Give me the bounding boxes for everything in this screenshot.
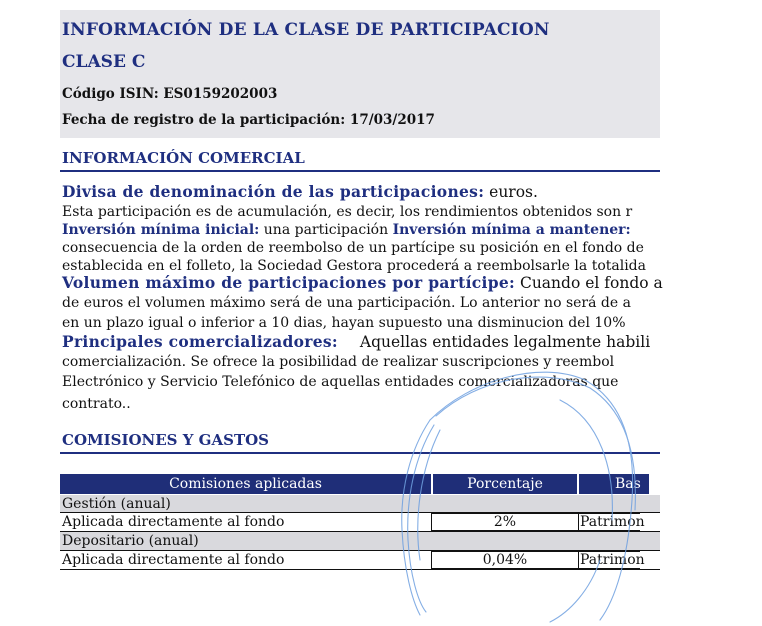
column-header-percent: Porcentaje bbox=[433, 474, 577, 494]
currency-label: Divisa de denominación de las participaciones: bbox=[62, 182, 485, 201]
table-row-item: Aplicada directamente al fondo bbox=[62, 552, 285, 568]
max-volume-value: Cuando el fondo a bbox=[515, 274, 663, 292]
min-keep-label: Inversión mínima a mantener: bbox=[392, 222, 631, 238]
base-cell: Patrimon bbox=[580, 552, 645, 568]
percent-cell: 2% bbox=[431, 513, 579, 531]
accumulation-line: Esta participación es de acumulación, es decir, los rendimientos obtenidos son r bbox=[62, 204, 633, 220]
section-divider bbox=[60, 452, 660, 454]
text-line: en un plazo igual o inferior a 10 dias, hayan supuesto una disminucion del 10% bbox=[62, 315, 626, 331]
fees-section-title: COMISIONES Y GASTOS bbox=[62, 431, 270, 449]
max-volume-label: Volumen máximo de participaciones por partícipe: bbox=[62, 273, 516, 292]
distributors-value: Aquellas entidades legalmente habili bbox=[359, 333, 651, 351]
column-header-base: Bas bbox=[579, 474, 649, 494]
currency-line bbox=[62, 183, 762, 201]
min-initial-value: una participación bbox=[259, 222, 393, 238]
currency-value: euros. bbox=[484, 183, 538, 201]
isin-code: Código ISIN: ES0159202003 bbox=[62, 86, 278, 102]
text-line: consecuencia de la orden de reembolso de un partícipe su posición en el fondo de bbox=[62, 240, 644, 256]
text-line: establecida en el folleto, la Sociedad Gestora procederá a reembolsarle la totalida bbox=[62, 258, 646, 274]
min-investment-line bbox=[62, 221, 762, 239]
registration-date: Fecha de registro de la participación: 17/03/2017 bbox=[62, 112, 435, 128]
base-cell: Patrimon bbox=[580, 514, 645, 530]
row-divider bbox=[60, 569, 660, 570]
distributors-label: Principales comercializadores: bbox=[62, 332, 338, 351]
table-row-item: Aplicada directamente al fondo bbox=[62, 514, 285, 530]
text-line: Electrónico y Servicio Telefónico de aquellas entidades comercializadoras que bbox=[62, 374, 619, 390]
section-divider bbox=[60, 170, 660, 172]
group-label: Depositario (anual) bbox=[62, 533, 199, 549]
commercial-section-title: INFORMACIÓN COMERCIAL bbox=[62, 149, 305, 167]
text-line: contrato.. bbox=[62, 396, 131, 412]
class-name: CLASE C bbox=[62, 52, 146, 72]
page-title: INFORMACIÓN DE LA CLASE DE PARTICIPACION bbox=[62, 20, 550, 40]
min-initial-label: Inversión mínima inicial: bbox=[62, 222, 260, 238]
group-label: Gestión (anual) bbox=[62, 496, 171, 512]
distributors-line bbox=[62, 333, 762, 351]
text-line: de euros el volumen máximo será de una participación. Lo anterior no será de a bbox=[62, 295, 631, 311]
text-line: comercialización. Se ofrece la posibilidad de realizar suscripciones y reembol bbox=[62, 354, 615, 370]
max-volume-line bbox=[62, 274, 762, 292]
column-header-commissions: Comisiones aplicadas bbox=[60, 474, 431, 494]
percent-cell: 0,04% bbox=[431, 551, 579, 569]
